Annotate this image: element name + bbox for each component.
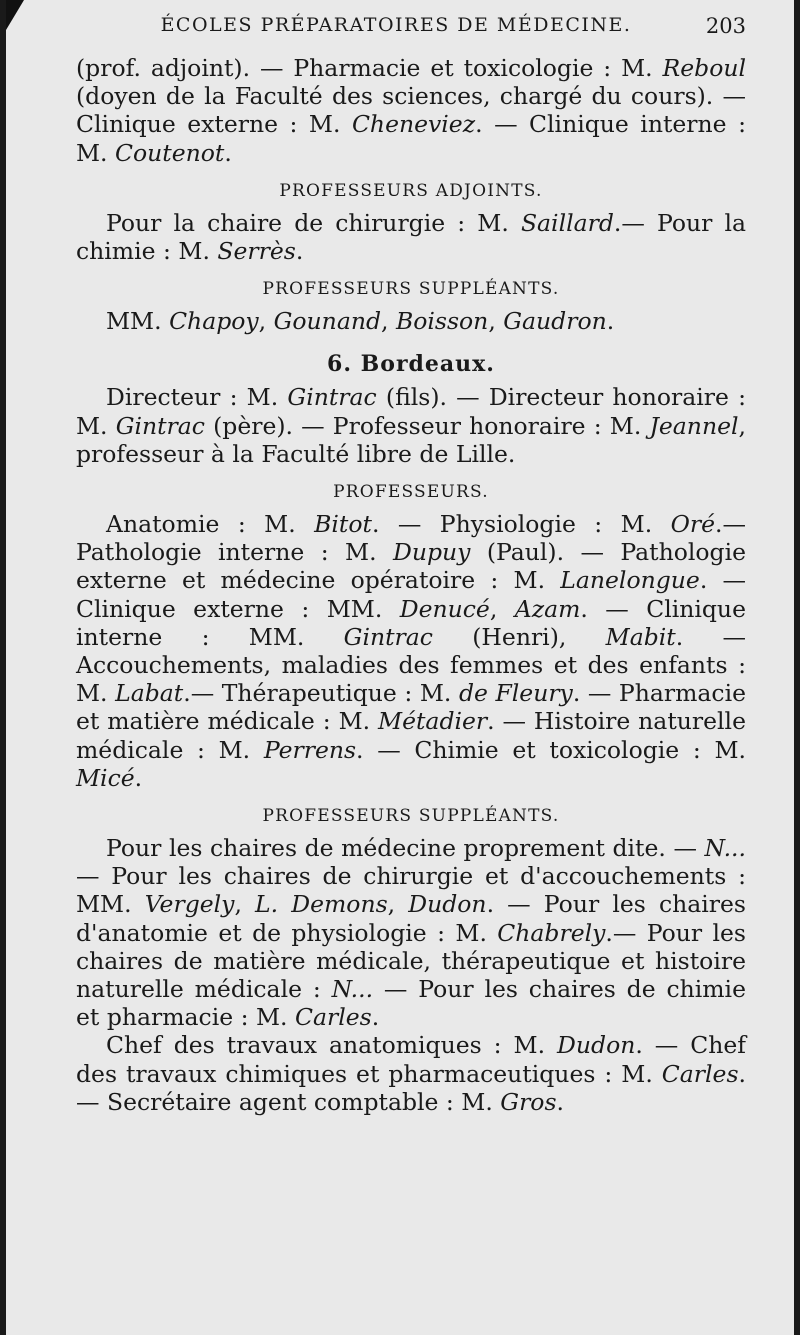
paragraph-suppleants-bordeaux: Pour les chaires de médecine proprement dite. — N... — Pour les chaires de chirurgie et d'accouchements : MM. Vergely, L. Demons, Dudon. — Pour les chaires d'anatomie et de physiologie : M. Chabrely.— Pour les chaires de matière médicale, thérapeutique et histoire naturelle médicale : N... — Pour les chaires de chimie et pharmacie : M. Carles.: [76, 834, 746, 1032]
section-heading-professeurs: PROFESSEURS.: [333, 482, 489, 503]
running-head-title: ÉCOLES PRÉPARATOIRES DE MÉDECINE.: [160, 14, 632, 36]
city-heading-bordeaux: 6. Bordeaux.: [327, 351, 495, 378]
paragraph-professeurs-suppleants: MM. Chapoy, Gounand, Boisson, Gaudron.: [106, 307, 615, 336]
paragraph-chefs-des-travaux: Chef des travaux anatomiques : M. Dudon. — Chef des travaux chimiques et pharmaceutiques : M. Carles.— Secrétaire agent comptable : M. Gros.: [76, 1031, 746, 1116]
paragraph-lyon-continuation: (prof. adjoint). — Pharmacie et toxicologie : M. Reboul (doyen de la Faculté des sciences, chargé du cours). — Clinique externe : M. Cheneviez. — Clinique interne : M. Coutenot.: [76, 54, 746, 167]
section-heading-professeurs-adjoints: PROFESSEURS ADJOINTS.: [279, 180, 543, 201]
paragraph-professeurs-adjoints: Pour la chaire de chirurgie : M. Saillard.— Pour la chimie : M. Serrès.: [76, 208, 746, 266]
paragraph-professeurs: Anatomie : M. Bitot. — Physiologie : M. Oré.— Pathologie interne : M. Dupuy (Paul). — Pathologie externe et médecine opératoire : M. Lanelongue. — Clinique externe : MM. Denucé, Azam. — Clinique interne : MM. Gintrac (Henri), Mabit. — Accouchements, maladies des femmes et des enfants : M. Labat.— Thérapeutique : M. de Fleury. — Pharmacie et matière médicale : M. Métadier. — Histoire naturelle médicale : M. Perrens. — Chimie et toxicologie : M. Micé.: [76, 510, 746, 792]
paragraph-directeur: Directeur : M. Gintrac (fils). — Directeur honoraire : M. Gintrac (père). — Professeur honoraire : M. Jeannel, professeur à la Faculté libre de Lille.: [76, 383, 746, 468]
section-heading-professeurs-suppleants-bordeaux: PROFESSEURS SUPPLÉANTS.: [262, 806, 560, 827]
page-number: 203: [705, 14, 746, 38]
page-corner-mark: [6, 0, 24, 30]
book-page: [6, 0, 794, 1335]
section-heading-professeurs-suppleants: PROFESSEURS SUPPLÉANTS.: [262, 279, 560, 300]
running-head: [76, 14, 746, 54]
